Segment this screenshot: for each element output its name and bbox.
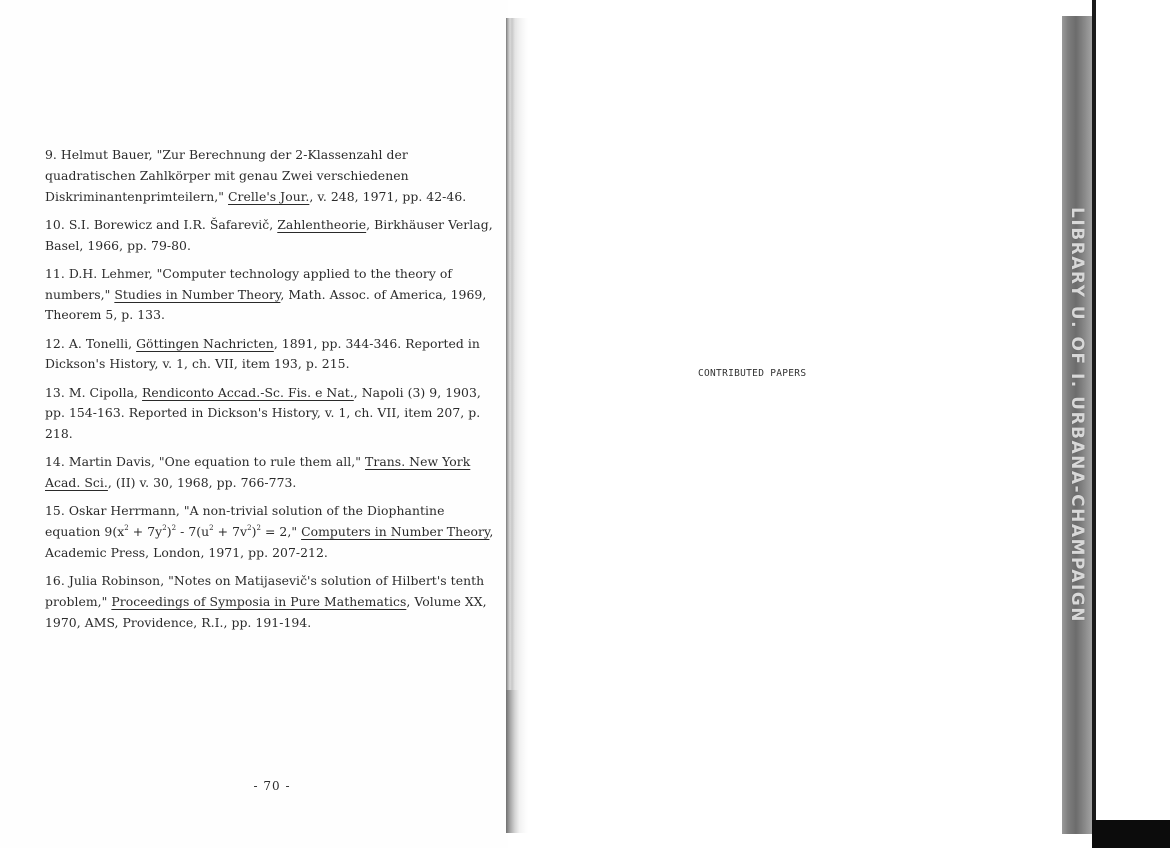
reference-text: , Volume XX, 1970, AMS, Providence, R.I., pp. 191-194. [45,593,487,630]
reference-text: 10. S.I. Borewicz and I.R. Šafarevič, [45,216,278,232]
reference-text: + 7y [128,524,163,540]
superscript: 2 [124,524,129,533]
reference-item [45,215,500,257]
page-gutter-shadow [506,690,520,833]
reference-text: 12. A. Tonelli, [45,335,137,351]
reference-text: - 7(u [176,524,210,540]
reference-text: , Math. Assoc. of America, 1969, Theorem 5, p. 133. [45,286,487,323]
reference-text: 16. Julia Robinson, "Notes on Matijasevič's solution of Hilbert's tenth problem," [45,573,485,609]
reference-item [45,264,500,326]
reference-item [45,383,500,445]
superscript: 2 [256,524,262,533]
reference-source-title: Göttingen Nachricten [136,335,274,351]
reference-text: ) [251,524,257,540]
scan-edge-corner [1092,820,1170,848]
reference-list [45,145,500,641]
reference-source-title: Studies in Number Theory [114,286,281,302]
superscript: 2 [171,524,177,533]
left-page [0,0,508,848]
reference-source-title: Trans. New York Acad. Sci. [45,454,471,491]
spine-stamp-text: LIBRARY U. OF I. URBANA-CHAMPAIGN [1067,207,1087,623]
reference-source-title: Proceedings of Symposia in Pure Mathematics [111,593,407,609]
reference-item [45,452,500,494]
reference-text: 15. Oskar Herrmann, "A non-trivial solution of the Diophantine equation 9(x [45,503,445,540]
spine-stamp [1064,207,1090,623]
right-page [528,0,1062,848]
reference-source-title: Computers in Number Theory [301,524,490,540]
reference-item [45,501,500,563]
reference-text: 14. Martin Davis, "One equation to rule them all," [45,454,366,470]
superscript: 2 [209,524,214,533]
reference-text: , Birkhäuser Verlag, Basel, 1966, pp. 79-80. [45,216,493,253]
reference-source-title: Rendiconto Accad.-Sc. Fis. e Nat. [142,384,354,400]
reference-text: ) [166,524,172,540]
reference-text: + 7v [213,524,248,540]
superscript: 2 [247,524,252,533]
scan-edge [1092,0,1096,848]
reference-text: , Napoli (3) 9, 1903, pp. 154-163. Reported in Dickson's History, v. 1, ch. VII, item 207, p. 218. [45,384,481,442]
section-label: CONTRIBUTED PAPERS [698,368,807,379]
reference-text: 13. M. Cipolla, [45,384,143,400]
reference-text: , (II) v. 30, 1968, pp. 766-773. [107,475,297,491]
reference-source-title: Crelle's Jour. [228,188,310,204]
reference-source-title: Zahlentheorie [277,216,367,232]
superscript: 2 [162,524,167,533]
reference-text: = 2," [261,524,302,540]
reference-item [45,334,500,376]
reference-text: , 1891, pp. 344-346. Reported in Dickson's History, v. 1, ch. VII, item 193, p. 215. [45,335,480,372]
reference-text: 11. D.H. Lehmer, "Computer technology applied to the theory of numbers," [45,265,453,302]
reference-text: 9. Helmut Bauer, "Zur Berechnung der 2-Klassenzahl der quadratischen Zahlkörper mit genau Zwei verschiedenen Diskriminantenprimteilern," [45,147,409,204]
reference-text: , Academic Press, London, 1971, pp. 207-212. [45,524,494,560]
reference-item [45,145,500,207]
reference-item [45,571,500,633]
reference-text: , v. 248, 1971, pp. 42-46. [309,188,467,204]
page-number: - 70 - [253,779,291,793]
